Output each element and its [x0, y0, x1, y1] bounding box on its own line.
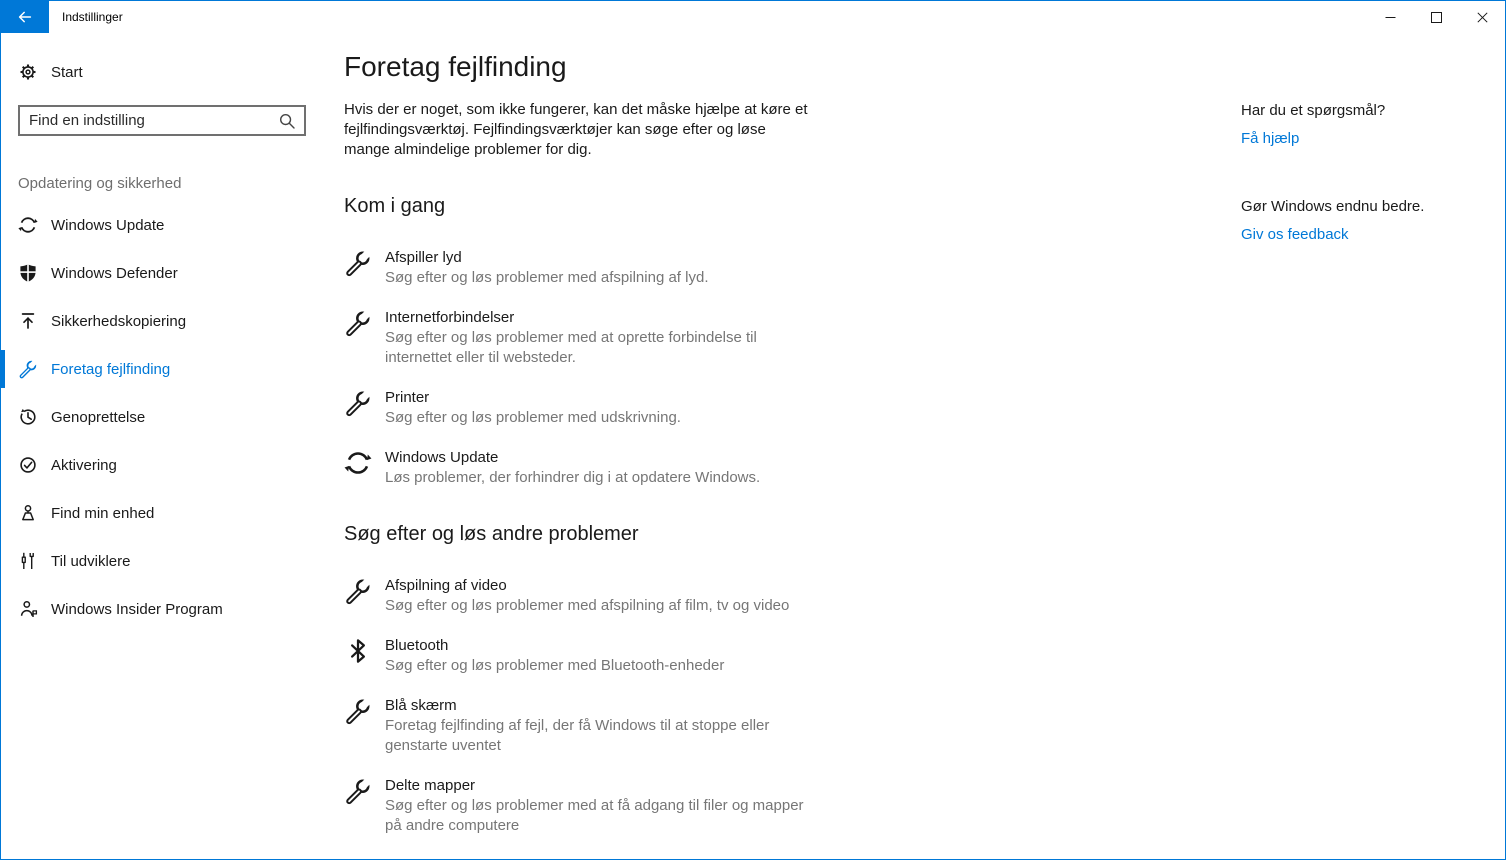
troubleshooter-text — [385, 776, 805, 836]
locate-device-icon — [18, 503, 38, 523]
sidebar-item-til-udviklere[interactable] — [1, 537, 331, 585]
wrench-icon — [344, 309, 372, 337]
maximize-icon — [1431, 12, 1442, 23]
sidebar-start-label: Start — [51, 63, 83, 81]
sidebar-item-label: Windows Defender — [51, 264, 178, 282]
section-heading-kom-i-gang: Kom i gang — [344, 195, 446, 217]
bluetooth-icon — [344, 637, 372, 665]
check-circle-icon — [18, 455, 38, 475]
insider-icon — [18, 599, 38, 619]
section-heading-s-g-efter-og-l-s-andre-problemer: Søg efter og løs andre problemer — [344, 523, 639, 545]
developer-icon — [18, 551, 38, 571]
sidebar-group-header: Opdatering og sikkerhed — [18, 175, 182, 192]
troubleshooter-sections — [344, 192, 824, 836]
search-icon — [278, 112, 296, 130]
sidebar-item-foretag-fejlfinding[interactable] — [1, 345, 331, 393]
troubleshooter-item-bl-sk-rm[interactable] — [344, 696, 824, 756]
troubleshooter-title: Afspiller lyd — [385, 249, 462, 266]
sidebar-nav — [1, 201, 331, 633]
troubleshooter-text — [385, 388, 681, 428]
sidebar-item-label: Foretag fejlfinding — [51, 360, 171, 378]
question-heading: Har du et spørgsmål? — [1241, 102, 1386, 119]
troubleshooter-description: Søg efter og løs problemer med at få adgang til filer og mapper på andre computere — [385, 797, 804, 834]
aside-spacer — [1241, 149, 1471, 197]
page-title: Foretag fejlfinding — [344, 51, 567, 82]
troubleshooter-list — [344, 576, 824, 836]
troubleshooter-title: Printer — [385, 389, 430, 406]
sidebar-item-label: Genoprettelse — [51, 408, 146, 426]
history-icon — [18, 407, 38, 427]
close-button[interactable] — [1459, 1, 1505, 33]
troubleshooter-item-afspiller-lyd[interactable] — [344, 248, 824, 288]
troubleshooter-text — [385, 248, 708, 288]
troubleshooter-title: Afspilning af video — [385, 577, 507, 594]
sidebar-item-label: Aktivering — [51, 456, 117, 474]
titlebar — [1, 1, 1505, 33]
titlebar-drag-region — [123, 1, 1367, 33]
close-icon — [1477, 12, 1488, 23]
sidebar-item-find-min-enhed[interactable] — [1, 489, 331, 537]
sidebar-item-windows-defender[interactable] — [1, 249, 331, 297]
page-intro: Hvis der er noget, som ikke fungerer, kan det måske hjælpe at køre et fejlfindingsværktøj. Fejlfindingsværktøjer kan søge efter og løse mange almindelige problemer for dig. — [344, 101, 808, 158]
troubleshooter-title: Blå skærm — [385, 697, 457, 714]
wrench-icon — [344, 577, 372, 605]
troubleshooter-item-delte-mapper[interactable] — [344, 776, 824, 836]
settings-search-box — [18, 105, 306, 136]
troubleshooter-title: Internetforbindelser — [385, 309, 515, 326]
backup-icon — [18, 311, 38, 331]
improve-heading: Gør Windows endnu bedre. — [1241, 198, 1425, 215]
feedback-link[interactable]: Giv os feedback — [1241, 226, 1349, 243]
troubleshooter-description: Søg efter og løs problemer med afspilning af film, tv og video — [385, 597, 790, 614]
troubleshooter-description: Foretag fejlfinding af fejl, der få Windows til at stoppe eller genstarte uventet — [385, 717, 770, 754]
troubleshooter-text — [385, 696, 805, 756]
troubleshooter-description: Søg efter og løs problemer med afspilning af lyd. — [385, 269, 709, 286]
minimize-button[interactable] — [1367, 1, 1413, 33]
troubleshooter-item-bluetooth[interactable] — [344, 636, 824, 676]
troubleshooter-description: Søg efter og løs problemer med at oprette forbindelse til internettet eller til websteder. — [385, 329, 757, 366]
sync-icon — [18, 215, 38, 235]
sidebar-item-label: Windows Insider Program — [51, 600, 223, 618]
troubleshooter-description: Søg efter og løs problemer med udskrivning. — [385, 409, 681, 426]
wrench-icon — [344, 777, 372, 805]
sync-icon — [344, 449, 372, 477]
troubleshooter-item-internetforbindelser[interactable] — [344, 308, 824, 368]
sidebar-item-label: Find min enhed — [51, 504, 155, 522]
troubleshooter-title: Delte mapper — [385, 777, 476, 794]
troubleshooter-text — [385, 576, 789, 616]
back-icon — [17, 9, 33, 25]
shield-icon — [18, 263, 38, 283]
sidebar-item-windows-update[interactable] — [1, 201, 331, 249]
troubleshooter-text — [385, 636, 724, 676]
back-button[interactable] — [1, 1, 49, 33]
sidebar-item-label: Til udviklere — [51, 552, 131, 570]
troubleshooter-item-windows-update[interactable] — [344, 448, 824, 488]
sidebar-item-sikkerhedskopiering[interactable] — [1, 297, 331, 345]
help-aside — [1241, 101, 1471, 245]
troubleshooter-description: Søg efter og løs problemer med Bluetooth-enheder — [385, 657, 725, 674]
troubleshooter-text — [385, 448, 760, 488]
troubleshooter-title: Bluetooth — [385, 637, 449, 654]
troubleshooter-item-printer[interactable] — [344, 388, 824, 428]
troubleshooter-list — [344, 248, 824, 488]
wrench-icon — [18, 359, 38, 379]
sidebar-item-genoprettelse[interactable] — [1, 393, 331, 441]
troubleshooter-item-afspilning-af-video[interactable] — [344, 576, 824, 616]
get-help-link[interactable]: Få hjælp — [1241, 130, 1300, 147]
troubleshooter-text — [385, 308, 805, 368]
window-title: Indstillinger — [62, 10, 123, 24]
sidebar-item-aktivering[interactable] — [1, 441, 331, 489]
troubleshooter-title: Windows Update — [385, 449, 499, 466]
minimize-icon — [1385, 12, 1396, 23]
maximize-button[interactable] — [1413, 1, 1459, 33]
search-input[interactable] — [20, 112, 278, 129]
wrench-icon — [344, 389, 372, 417]
sidebar-item-label: Sikkerhedskopiering — [51, 312, 187, 330]
troubleshooter-description: Løs problemer, der forhindrer dig i at opdatere Windows. — [385, 469, 761, 486]
main-content — [344, 48, 824, 836]
wrench-icon — [344, 249, 372, 277]
sidebar-item-label: Windows Update — [51, 216, 165, 234]
sidebar-item-windows-insider-program[interactable] — [1, 585, 331, 633]
gear-icon — [18, 62, 38, 82]
wrench-icon — [344, 697, 372, 725]
sidebar-item-start[interactable] — [18, 62, 83, 82]
